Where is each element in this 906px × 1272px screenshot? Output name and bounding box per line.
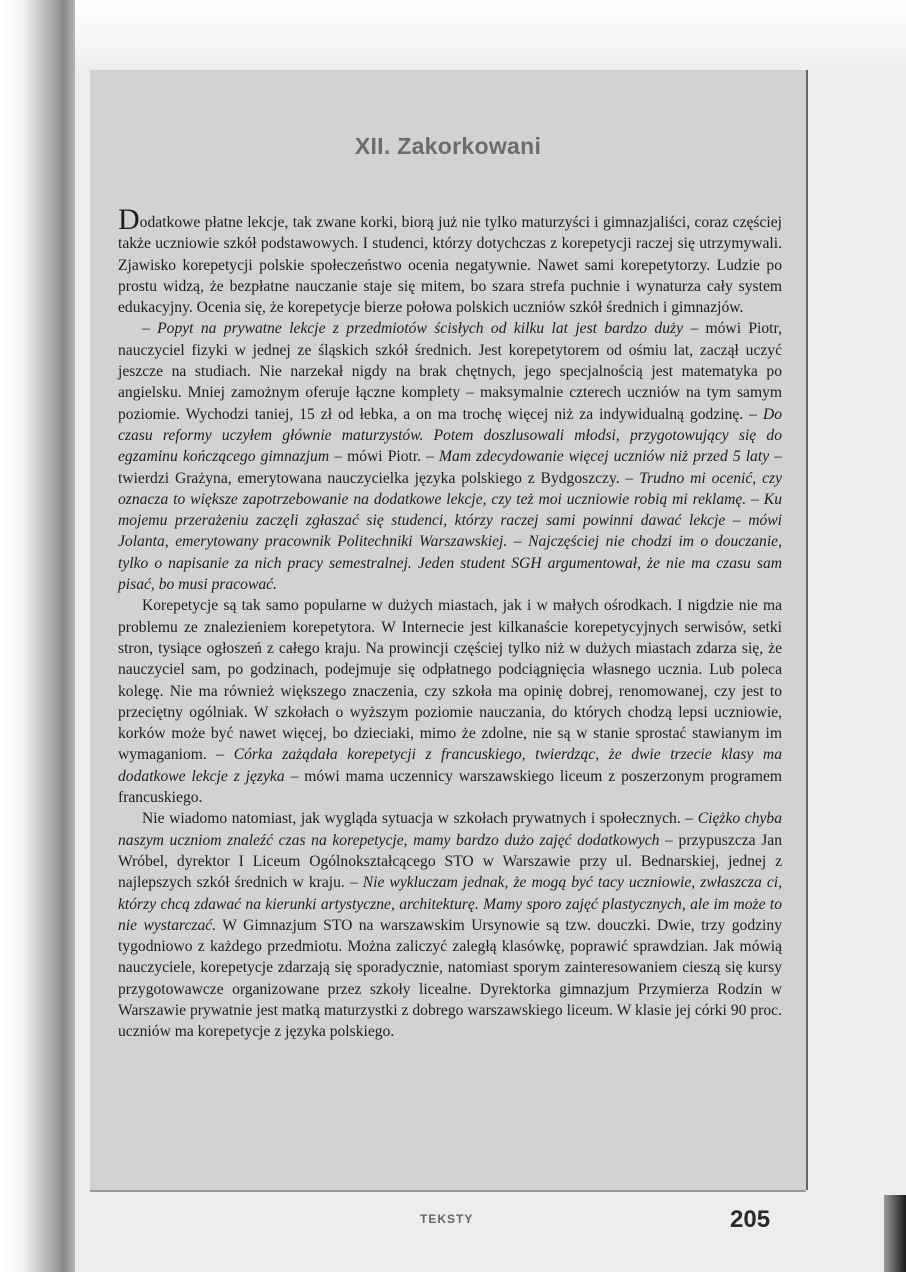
text-run: – twierdzi Grażyna, emerytowana nauczycielka języka polskiego z Bydgoszczy. – bbox=[118, 448, 783, 487]
text-run: Korepetycje są tak samo popularne w dużych miastach, jak i w małych ośrodkach. I nigdzie nie ma problemu ze znalezieniem korepetytora. W Internecie jest kilkanaście korepetycyjnych serwisów, setki stron, tysiące ogłoszeń z całego kraju. Na prowincji częściej tylko niż w dużych miastach zdarza się, że nauczyciel sam, po godzinach, podejmuje się odpłatnego podciągnięcia własnego ucznia. Lub poleca kolegę. Nie ma również większego znaczenia, czy szkoła ma opinię dobrej, renomowanej, czy jest to przeciętny ogólniak. W szkołach o wyższym poziomie nauczania, do których chodzą lepsi uczniowie, korków może być nawet więcej, bo dzieciaki, mimo że zdolne, nie są w stanie sprostać stawianym im wymaganiom. – bbox=[118, 597, 782, 764]
text-run: – mówi Piotr. – bbox=[329, 448, 440, 466]
scan-binding-shadow bbox=[0, 0, 75, 1272]
text-run: – przypuszcza Jan Wróbel, dyrektor I Liceum Ogólnokształcącego STO w Warszawie przy ul. Bednarskiej, jednej z najlepszych szkół średnich w kraju. – bbox=[118, 831, 782, 892]
scan-top-margin bbox=[75, 0, 906, 70]
paragraph bbox=[118, 595, 782, 808]
text-run: – mówi Piotr, nauczyciel fizyki w jednej ze śląskich szkół średnich. Jest korepetytorem od ośmiu lat, zaczął uczyć jeszcze na studiach. Nie narzekał nigdy na brak chętnych, jego specjalnością jest matematyka po angielsku. Mniej zamożnym oferuje łączne komplety – maksymalnie czterech uczniów na tym samym poziomie. Wychodzi taniej, 15 zł od łebka, a on ma trochę więcej niż za indywidualną godzinę. – bbox=[118, 320, 782, 423]
paragraph bbox=[118, 203, 782, 318]
italic-quote: Córka zażądała korepetycji z francuskiego, twierdząc, że dwie trzecie klasy ma dodatkowe lekcje z języka bbox=[118, 746, 782, 785]
text-run: odatkowe płatne lekcje, tak zwane korki, biorą już nie tylko maturzyści i gimnazjaliści, coraz częściej także uczniowie szkół podstawowych. I studenci, którzy dotychczas z korepetycji raczej się utrzymywali. Zjawisko korepetycji polskie społeczeństwo ocenia negatywnie. Nawet sami korepetytorzy. Ludzie po prostu widzą, że bezpłatne nauczanie staje się mitem, bo szara strefa puchnie i wynaturza cały system edukacyjny. Ocenia się, że korepetycje bierze połowa polskich uczniów szkół średnich i gimnazjów. bbox=[118, 214, 782, 317]
italic-quote: Mam zdecydowanie więcej uczniów niż przed 5 laty bbox=[439, 448, 770, 466]
text-run: – mówi mama uczennicy warszawskiego liceum z poszerzonym programem francuskiego. bbox=[118, 767, 782, 807]
paragraph bbox=[118, 318, 782, 595]
footer-label: TEKSTY bbox=[420, 1212, 474, 1226]
chapter-title: XII. Zakorkowani bbox=[354, 133, 542, 159]
italic-quote: Ciężko chyba naszym uczniom znaleźć czas na korepetycje, mamy bardzo dużo zajęć dodatkowych bbox=[118, 810, 783, 849]
drop-cap: D bbox=[118, 203, 140, 236]
paragraph bbox=[118, 808, 782, 1042]
italic-quote: Do czasu reformy uczyłem głównie maturzystów. Potem doszlusowali młodsi, przygotowujący się do egzaminu kończącego gimnazjum bbox=[118, 405, 782, 466]
book-page bbox=[90, 70, 806, 1190]
italic-quote: – Popyt na prywatne lekcje z przedmiotów ścisłych od kilku lat jest bardzo duży bbox=[142, 320, 684, 338]
italic-quote: Trudno mi ocenić, czy oznacza to większe zapotrzebowanie na dodatkowe lekcje, czy też moi uczniowie robią mi reklamę. – Ku mojemu przerażeniu zaczęli zgłaszać się studenci, którzy raczej sami powinni dawać lekcje – mówi Jolanta, emerytowany pracownik Politechniki Warszawskiej. – Najczęściej nie chodzi im o douczanie, tylko o napisanie za nich pracy semestralnej. Jeden student SGH argumentował, że nie ma czasu sam pisać, bo musi pracować. bbox=[118, 469, 782, 594]
scan-corner-mark bbox=[884, 1195, 906, 1272]
body-text bbox=[118, 203, 783, 1043]
italic-quote: Nie wykluczam jednak, że mogą być tacy uczniowie, zwłaszcza ci, którzy chcą zdawać na kierunki artystyczne, architekturę. Mamy sporo zajęć plastycznych, ale im może to nie wystarczać. bbox=[118, 874, 782, 934]
text-run: W Gimnazjum STO na warszawskim Ursynowie są tzw. douczki. Dwie, trzy godziny tygodniowo z każdego przedmiotu. Można zaliczyć zaległą klasówkę, poprawić sprawdzian. Jak mówią nauczyciele, korepetycje zdarzają się sporadycznie, natomiast sporym zainteresowaniem cieszą się kursy przygotowawcze organizowane przez szkoły licealne. Dyrektorka gimnazjum Przymierza Rodzin w Warszawie prywatnie jest matką maturzystki z dobrego warszawskiego liceum. W klasie jej córki 90 proc. uczniów ma korepetycje z języka polskiego. bbox=[118, 916, 782, 1041]
page-number: 205 bbox=[730, 1206, 771, 1233]
text-run: Nie wiadomo natomiast, jak wygląda sytuacja w szkołach prywatnych i społecznych. – bbox=[142, 810, 698, 828]
